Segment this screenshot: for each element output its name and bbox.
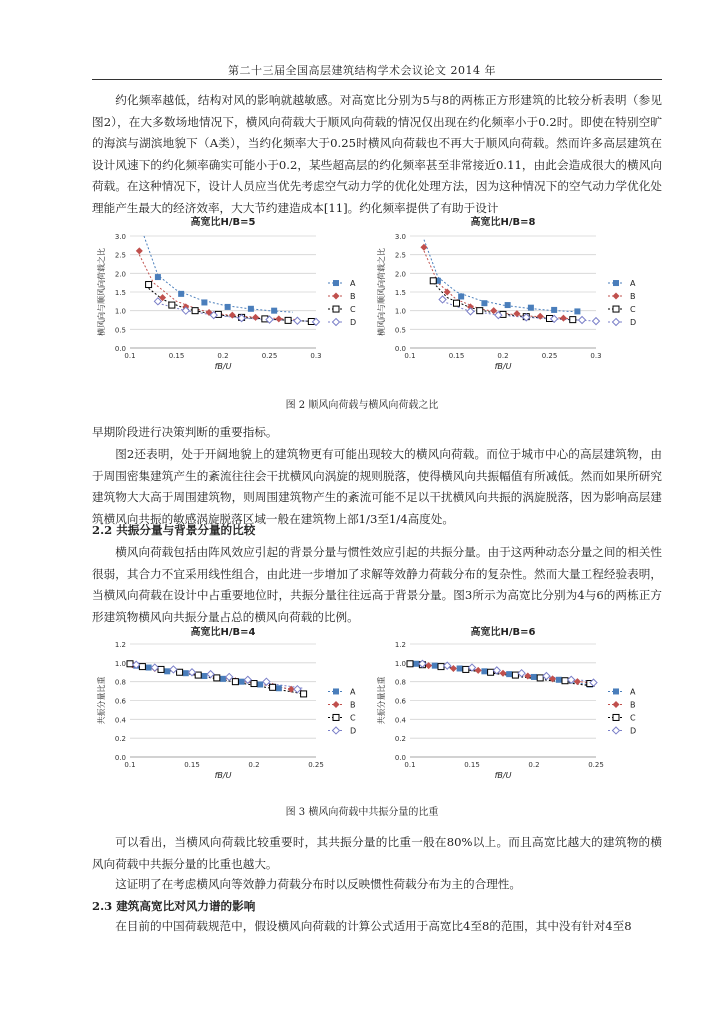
data-point-A xyxy=(239,679,245,685)
data-point-A xyxy=(551,307,557,313)
x-tick-label: 0.1 xyxy=(404,352,416,360)
figure-3-caption: 图 3 横风向荷载中共振分量的比重 xyxy=(285,807,439,818)
data-point-D xyxy=(226,673,233,680)
legend-label-D: D xyxy=(630,318,637,328)
trend-line-B xyxy=(424,251,568,319)
y-tick-label: 2.5 xyxy=(114,251,126,260)
legend-marker-C xyxy=(333,306,339,312)
legend-marker-A xyxy=(333,688,339,694)
legend-marker-C xyxy=(613,306,619,312)
data-point-A xyxy=(178,291,184,297)
data-point-D xyxy=(593,318,600,325)
chart-title: 高宽比H/B=5 xyxy=(190,217,256,228)
data-point-A xyxy=(528,305,534,311)
y-tick-label: 1.2 xyxy=(114,641,126,649)
legend-label-D: D xyxy=(350,726,357,736)
x-tick-label: 0.25 xyxy=(261,352,278,360)
data-point-A xyxy=(574,308,580,314)
legend-label-D: D xyxy=(630,726,637,736)
data-point-C xyxy=(158,666,164,672)
data-point-B xyxy=(229,312,236,319)
legend-label-B: B xyxy=(630,292,636,302)
legend-marker-A xyxy=(613,688,619,694)
y-axis-label: 横风向与顺风向荷载之比 xyxy=(97,248,106,336)
y-tick-label: 3.0 xyxy=(114,233,126,241)
data-point-D xyxy=(294,317,301,324)
data-point-C xyxy=(146,282,152,288)
legend-label-A: A xyxy=(630,687,636,697)
y-tick-label: 0.6 xyxy=(394,697,406,706)
data-point-D xyxy=(263,678,270,685)
chart-hb8 xyxy=(372,212,662,390)
x-axis-label: fB/U xyxy=(214,362,232,371)
paragraph-7: 在目前的中国荷载规范中，假设横风向荷载的计算公式适用于高宽比4至8的范围，其中没有针对4至8 xyxy=(115,919,632,933)
legend-label-C: C xyxy=(630,305,636,315)
x-tick-label: 0.15 xyxy=(448,352,465,360)
legend-label-C: C xyxy=(350,713,356,723)
data-point-C xyxy=(195,672,201,678)
legend-label-B: B xyxy=(350,700,356,710)
paragraph-1: 约化频率越低，结构对风的影响就越敏感。对高宽比分别为5与8的两栋正方形建筑的比较分析表明（参见图2），在大多数场地情况下，横风向荷载大于顺风向荷载的情况仅出现在约化频率小于0.2时。即使在特别空旷的海滨与湖滨地貌下（A类），当约化频率大于0.25时横风向荷载也不再大于顺风向荷载。然而许多高层建筑在设计风速下的约化频率确实可能小于0.2，某些超高层的约化频率甚至非常接近0.11，由此会造成很大的横风向荷载。在这种情况下，设计人员应当优先考虑空气动力学的优化处理方法，因为这种情况下的空气动力学优化处理能产生最大的经济效率，大大节约建造成本[11]。约化频率提供了有助于设计 xyxy=(92,93,662,215)
data-point-A xyxy=(201,673,207,679)
y-tick-label: 2.0 xyxy=(114,270,126,279)
data-point-D xyxy=(543,673,550,680)
y-tick-label: 0.8 xyxy=(394,678,406,687)
data-point-C xyxy=(438,664,444,670)
data-point-B xyxy=(252,314,259,321)
y-tick-label: 1.0 xyxy=(394,659,406,668)
x-axis-label: fB/U xyxy=(214,771,232,780)
chart-title: 高宽比H/B=4 xyxy=(190,627,256,638)
data-point-A xyxy=(164,668,170,674)
y-tick-label: 1.5 xyxy=(394,289,406,297)
data-point-A xyxy=(432,663,438,669)
paragraph-3: 图2还表明，处于开阔地貌上的建筑物更有可能出现较大的横风向荷载。而位于城市中心的高层建筑物，由于周围密集建筑产生的紊流往往会干扰横风向涡旋的规则脱落，使得横风向共振幅值有所减低。然而如果所研究建筑物大大高于周围建筑物，则周围建筑物产生的紊流可能不足以干扰横风向共振的涡旋脱落，因为影响高层建筑横风向共振的敏感涡旋脱落区域一般在建筑物上部1/3至1/4高度处。 xyxy=(92,447,662,526)
y-tick-label: 1.2 xyxy=(394,641,406,649)
legend-label-B: B xyxy=(350,292,356,302)
data-point-C xyxy=(192,308,198,314)
data-point-A xyxy=(183,670,189,676)
x-tick-label: 0.1 xyxy=(404,761,416,769)
data-point-C xyxy=(270,684,276,690)
chart-hb4 xyxy=(92,622,382,794)
legend-label-B: B xyxy=(630,700,636,710)
legend-label-C: C xyxy=(350,305,356,315)
paragraph-2: 早期阶段进行决策判断的重要指标。 xyxy=(92,425,278,439)
section-heading-2-2: 2.2 共振分量与背景分量的比较 xyxy=(92,523,256,537)
y-tick-label: 0.8 xyxy=(114,678,126,687)
data-point-A xyxy=(155,274,161,280)
data-point-A xyxy=(458,293,464,299)
y-tick-label: 0.5 xyxy=(114,326,126,335)
y-axis-label: 横风向与顺风向荷载之比 xyxy=(377,248,386,336)
data-point-A xyxy=(457,665,463,671)
data-point-C xyxy=(512,672,518,678)
y-tick-label: 0.4 xyxy=(114,716,126,725)
data-point-A xyxy=(505,302,511,308)
chart-hb5 xyxy=(92,212,382,390)
data-point-C xyxy=(139,664,145,670)
legend-marker-B xyxy=(613,701,620,708)
x-tick-label: 0.15 xyxy=(184,761,200,769)
data-point-C xyxy=(301,691,307,697)
running-header: 第二十三届全国高层建筑结构学术会议论文 2014 年 xyxy=(228,64,496,77)
paragraph-5: 可以看出，当横风向荷载比较重要时，其共振分量的比重一般在80%以上。而且高宽比越大的建筑物的横风向荷载中共振分量的比重也越大。 xyxy=(92,835,662,871)
data-point-D xyxy=(579,317,586,324)
data-point-C xyxy=(285,317,291,323)
legend-marker-B xyxy=(333,701,340,708)
legend-marker-D xyxy=(613,319,620,326)
data-point-D xyxy=(439,296,446,303)
y-tick-label: 1.0 xyxy=(394,307,406,316)
legend-marker-C xyxy=(613,714,619,720)
x-tick-label: 0.2 xyxy=(217,352,229,360)
chart-hb6 xyxy=(372,622,662,794)
data-point-A xyxy=(481,668,487,674)
data-point-C xyxy=(477,308,483,314)
y-tick-label: 2.0 xyxy=(394,270,406,279)
data-point-C xyxy=(454,300,460,306)
paragraph-4: 横风向荷载包括由阵风效应引起的背景分量与惯性效应引起的共振分量。由于这两种动态分量之间的相关性很弱，其合力不宜采用线性组合，由此进一步增加了求解等效静力荷载分布的复杂性。然而大量工程经验表明，当横风向荷载在设计中占重要地位时，共振分量往往远高于背景分量。图3所示为高宽比分别为4与6的两栋正方形建筑物横风向共振分量占总的横风向荷载的比例。 xyxy=(92,545,662,624)
chart-title: 高宽比H/B=6 xyxy=(470,627,536,638)
y-axis-label: 共振分量比重 xyxy=(97,676,106,725)
x-tick-label: 0.25 xyxy=(588,761,604,769)
y-tick-label: 0.0 xyxy=(114,345,126,353)
section-heading-2-3: 2.3 建筑高宽比对风力谱的影响 xyxy=(92,899,256,913)
data-point-D xyxy=(294,686,301,693)
data-point-C xyxy=(537,675,543,681)
x-tick-label: 0.15 xyxy=(168,352,185,360)
data-point-A xyxy=(481,300,487,306)
chart-title: 高宽比H/B=8 xyxy=(470,217,536,228)
y-tick-label: 0.0 xyxy=(394,754,406,762)
legend-marker-D xyxy=(333,319,340,326)
legend-marker-D xyxy=(333,727,340,734)
data-point-C xyxy=(127,661,133,667)
legend-marker-A xyxy=(333,280,339,286)
data-point-A xyxy=(257,681,263,687)
data-point-C xyxy=(430,278,436,284)
data-point-B xyxy=(537,313,544,320)
x-tick-label: 0.25 xyxy=(308,761,324,769)
data-point-C xyxy=(562,678,568,684)
trend-line-A xyxy=(424,240,577,312)
data-point-A xyxy=(531,674,537,680)
data-point-A xyxy=(506,671,512,677)
data-point-C xyxy=(488,669,494,675)
data-point-C xyxy=(214,675,220,681)
legend-marker-B xyxy=(333,293,340,300)
x-tick-label: 0.3 xyxy=(310,352,322,360)
y-tick-label: 0.5 xyxy=(394,326,406,335)
data-point-D xyxy=(170,666,177,673)
x-tick-label: 0.2 xyxy=(497,352,509,360)
data-point-A xyxy=(248,306,254,312)
legend-label-A: A xyxy=(350,279,356,289)
x-tick-label: 0.3 xyxy=(590,352,602,360)
legend-label-D: D xyxy=(350,318,357,328)
y-axis-label: 共振分量比重 xyxy=(377,676,386,725)
data-point-C xyxy=(177,669,183,675)
data-point-C xyxy=(407,661,413,667)
header-rule xyxy=(92,79,662,80)
y-tick-label: 1.0 xyxy=(114,659,126,668)
x-tick-label: 0.25 xyxy=(541,352,558,360)
x-tick-label: 0.1 xyxy=(124,352,136,360)
legend-marker-B xyxy=(613,293,620,300)
data-point-C xyxy=(463,666,469,672)
paragraph-6: 这证明了在考虑横风向等效静力荷载分布时以反映惯性荷载分布为主的合理性。 xyxy=(115,877,521,891)
legend-marker-A xyxy=(613,280,619,286)
y-tick-label: 0.4 xyxy=(394,716,406,725)
data-point-B xyxy=(560,315,567,322)
y-tick-label: 1.0 xyxy=(114,307,126,316)
data-point-A xyxy=(276,685,282,691)
legend-label-A: A xyxy=(350,687,356,697)
legend-marker-D xyxy=(613,727,620,734)
x-tick-label: 0.2 xyxy=(248,761,260,769)
y-tick-label: 0.0 xyxy=(114,754,126,762)
y-tick-label: 0.2 xyxy=(114,735,126,744)
data-point-C xyxy=(232,679,238,685)
x-tick-label: 0.2 xyxy=(528,761,540,769)
y-tick-label: 0.6 xyxy=(114,697,126,706)
data-point-C xyxy=(169,302,175,308)
data-point-D xyxy=(151,664,158,671)
data-point-C xyxy=(251,681,257,687)
y-tick-label: 1.5 xyxy=(114,289,126,297)
legend-marker-C xyxy=(333,714,339,720)
data-point-A xyxy=(225,304,231,310)
legend-label-A: A xyxy=(630,279,636,289)
x-tick-label: 0.15 xyxy=(464,761,480,769)
x-axis-label: fB/U xyxy=(494,771,512,780)
x-axis-label: fB/U xyxy=(494,362,512,371)
data-point-A xyxy=(220,676,226,682)
data-point-B xyxy=(136,247,143,254)
y-tick-label: 0.0 xyxy=(394,345,406,353)
data-point-D xyxy=(467,308,474,315)
figure-2-caption: 图 2 顺风向荷载与横风向荷载之比 xyxy=(285,400,439,411)
y-tick-label: 2.5 xyxy=(394,251,406,260)
data-point-A xyxy=(201,299,207,305)
data-point-C xyxy=(570,317,576,323)
y-tick-label: 0.2 xyxy=(394,735,406,744)
y-tick-label: 3.0 xyxy=(394,233,406,241)
data-point-B xyxy=(275,315,282,322)
x-tick-label: 0.1 xyxy=(124,761,136,769)
data-point-A xyxy=(271,308,277,314)
data-point-A xyxy=(556,677,562,683)
legend-label-C: C xyxy=(630,713,636,723)
